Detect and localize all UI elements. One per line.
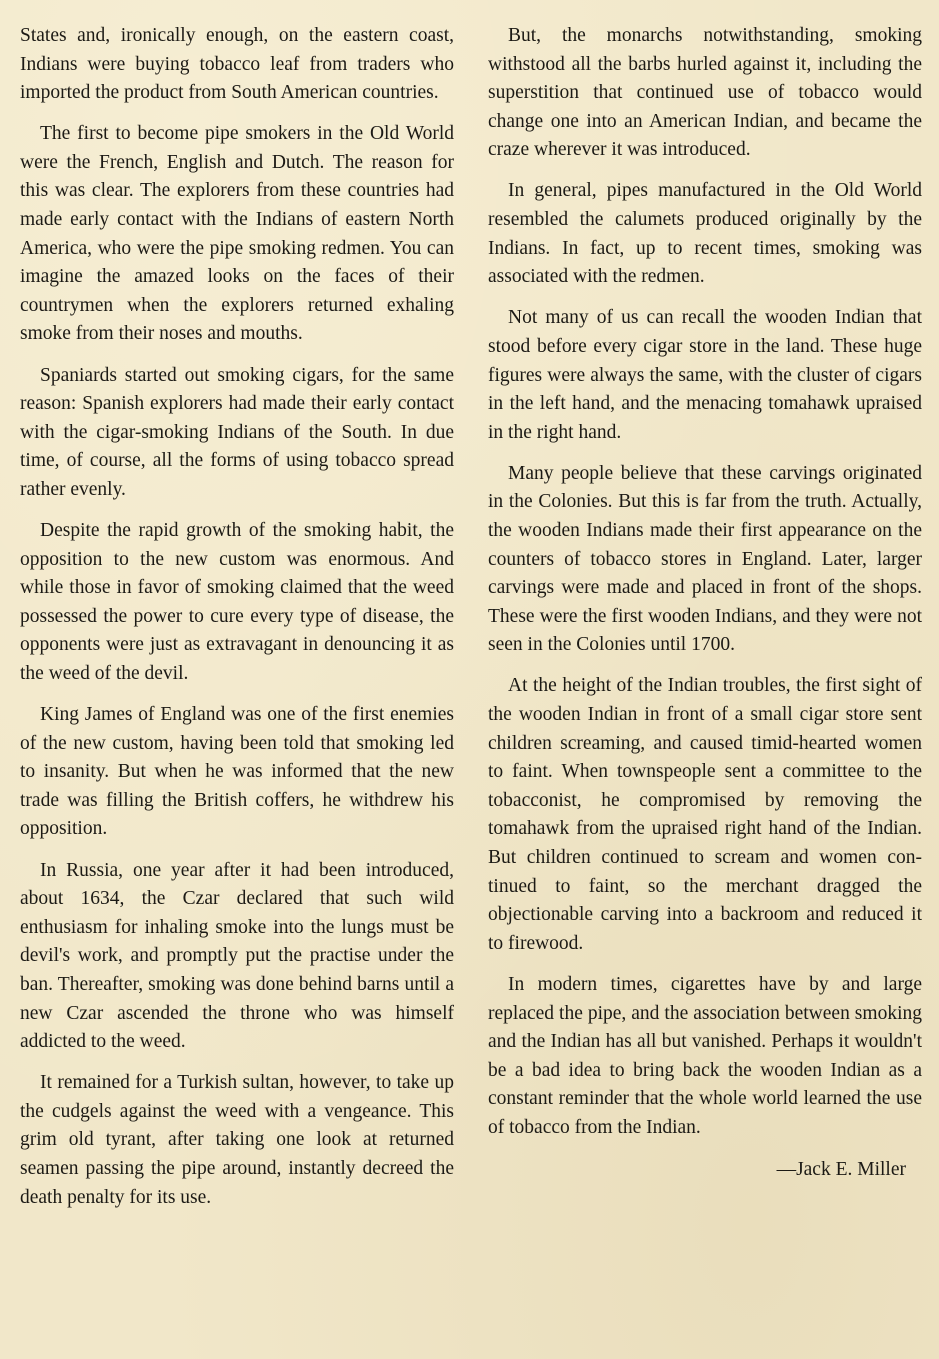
paragraph: In modern times, cigarettes have by and large replaced the pipe, and the association between smoking and the Indian has all but vanished. Perhaps it wouldn't be a bad idea to bring back the wooden Indian as a constant reminder that the whole world learned the use of tobacco from the Indian. xyxy=(488,973,922,1138)
paragraph: It remained for a Turkish sultan, however, to take up the cudgels against the weed with a vengeance. This grim old tyrant, after taking one look at returned seamen passing the pipe around, instantly decreed the death penalty for its use. xyxy=(20,1072,454,1208)
paragraph: Spaniards started out smoking cigars, for the same reason: Spanish explorers had made their early contact with the cigar-smoking Indians of the South. In due time, of course, all the forms of using tobacco spread rather evenly. xyxy=(20,364,454,500)
left-column xyxy=(20,22,454,1225)
paragraph: In Russia, one year after it had been introduced, about 1634, the Czar declared that such wild enthusiasm for inhaling smoke into the lungs must be devil's work, and promptly put the practise under the ban. Thereafter, smoking was done behind barns until a new Czar ascended the throne who was himself addicted to the weed. xyxy=(20,859,454,1053)
paragraph: In general, pipes manufactured in the Old World resembled the calumets produced originally by the Indians. In fact, up to recent times, smoking was associated with the redmen. xyxy=(488,180,922,288)
right-column xyxy=(488,22,922,1184)
paragraph: Many people believe that these carvings originated in the Colonies. But this is far from the truth. Actually, the wooden Indians made their first appearance on the counters of tobacco stores in England. Later, larger carvings were made and placed in front of the shops. These were the first wooden Indians, and they were not seen in the Colonies until 1700. xyxy=(488,462,922,656)
paragraph: The first to become pipe smokers in the Old World were the French, English and Dutch. The reason for this was clear. The explorers from these countries had made early contact with the Indians of eastern North America, who were the pipe smoking redmen. You can imagine the amazed looks on the faces of their countrymen when the explorers returned exhaling smoke from their noses and mouths. xyxy=(20,123,454,345)
paragraph: Despite the rapid growth of the smoking habit, the opposition to the new custom was enormous. And while those in favor of smoking claimed that the weed possessed the power to cure every type of disease, the opponents were just as extravagant in denouncing it as the weed of the devil. xyxy=(20,520,454,684)
paragraph: King James of England was one of the first enemies of the new custom, having been told that smoking led to insanity. But when he was informed that the new trade was filling the British coffers, he withdrew his opposition. xyxy=(20,704,454,840)
paragraph: Not many of us can recall the wooden Indian that stood before every cigar store in the land. These huge figures were always the same, with the cluster of cigars in the left hand, and the menacing tomahawk upraised in the right hand. xyxy=(488,307,922,443)
paragraph: At the height of the Indian troubles, the first sight of the wooden Indian in front of a small cigar store sent children screaming, and caused timid-hearted women to faint. When townspeople sent a committee to the tobacconist, he compromised by removing the tomahawk from the upraised right hand of the Indian. But children continued to scream and women continued to faint, so the merchant dragged the objectionable carving into a backroom and reduced it to firewood. xyxy=(488,675,922,954)
paragraph: States and, ironically enough, on the eastern coast, Indians were buying tobacco leaf from traders who imported the product from South American countries. xyxy=(20,25,454,104)
paragraph: But, the monarchs notwithstanding, smoking withstood all the barbs hurled against it, including the superstition that continued use of tobacco would change one into an American Indian, and became the craze wherever it was introduced. xyxy=(488,25,922,161)
author-signature: —Jack E. Miller xyxy=(776,1159,906,1181)
